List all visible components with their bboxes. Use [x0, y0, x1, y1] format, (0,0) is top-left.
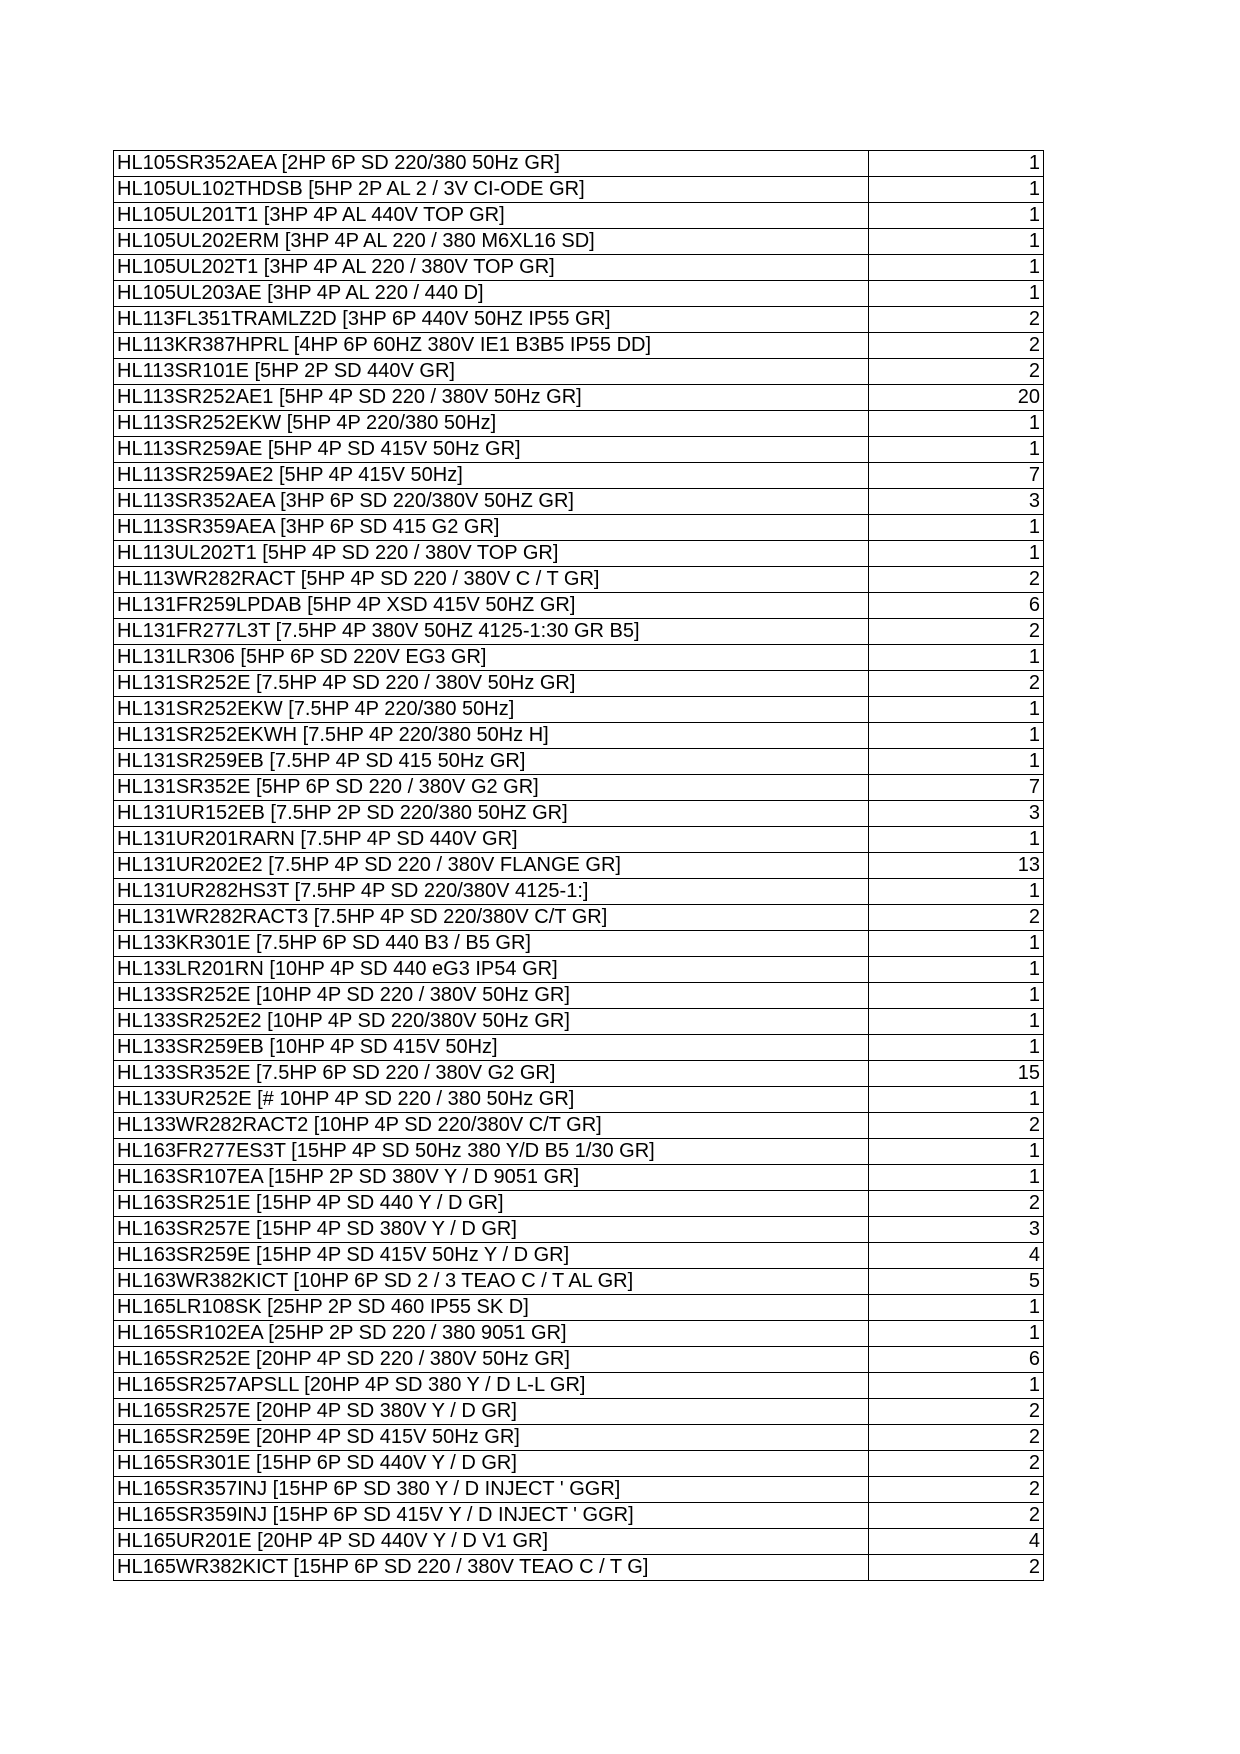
table-row [114, 619, 1044, 645]
item-description-cell: HL165SR301E [15HP 6P SD 440V Y / D GR] [114, 1451, 869, 1477]
quantity-cell: 4 [869, 1243, 1044, 1269]
item-description-cell: HL165SR257E [20HP 4P SD 380V Y / D GR] [114, 1399, 869, 1425]
item-description-cell: HL131SR252EKW [7.5HP 4P 220/380 50Hz] [114, 697, 869, 723]
item-description-cell: HL133UR252E [# 10HP 4P SD 220 / 380 50Hz GR] [114, 1087, 869, 1113]
quantity-cell: 6 [869, 593, 1044, 619]
quantity-cell: 1 [869, 229, 1044, 255]
table-row [114, 463, 1044, 489]
quantity-cell: 1 [869, 281, 1044, 307]
item-description-cell: HL165SR259E [20HP 4P SD 415V 50Hz GR] [114, 1425, 869, 1451]
item-description-cell: HL105UL203AE [3HP 4P AL 220 / 440 D] [114, 281, 869, 307]
item-description-cell: HL131LR306 [5HP 6P SD 220V EG3 GR] [114, 645, 869, 671]
table-row [114, 931, 1044, 957]
table-row [114, 1503, 1044, 1529]
table-row [114, 1373, 1044, 1399]
table-row [114, 203, 1044, 229]
quantity-cell: 1 [869, 515, 1044, 541]
item-description-cell: HL131WR282RACT3 [7.5HP 4P SD 220/380V C/T GR] [114, 905, 869, 931]
item-description-cell: HL105UL202T1 [3HP 4P AL 220 / 380V TOP GR] [114, 255, 869, 281]
table-row [114, 515, 1044, 541]
item-description-cell: HL133SR352E [7.5HP 6P SD 220 / 380V G2 GR] [114, 1061, 869, 1087]
table-row [114, 541, 1044, 567]
table-row [114, 1555, 1044, 1581]
item-description-cell: HL163SR257E [15HP 4P SD 380V Y / D GR] [114, 1217, 869, 1243]
table-row [114, 1425, 1044, 1451]
table-row [114, 879, 1044, 905]
item-description-cell: HL133SR259EB [10HP 4P SD 415V 50Hz] [114, 1035, 869, 1061]
item-description-cell: HL131UR152EB [7.5HP 2P SD 220/380 50HZ GR] [114, 801, 869, 827]
quantity-cell: 1 [869, 1165, 1044, 1191]
table-row [114, 1217, 1044, 1243]
table-row [114, 593, 1044, 619]
item-description-cell: HL113FL351TRAMLZ2D [3HP 6P 440V 50HZ IP55 GR] [114, 307, 869, 333]
quantity-cell: 1 [869, 1035, 1044, 1061]
quantity-cell: 2 [869, 1451, 1044, 1477]
quantity-cell: 1 [869, 1295, 1044, 1321]
item-description-cell: HL165SR357INJ [15HP 6P SD 380 Y / D INJECT ' GGR] [114, 1477, 869, 1503]
table-row [114, 1087, 1044, 1113]
table-row [114, 567, 1044, 593]
item-description-cell: HL133SR252E [10HP 4P SD 220 / 380V 50Hz GR] [114, 983, 869, 1009]
table-row [114, 1269, 1044, 1295]
quantity-cell: 1 [869, 931, 1044, 957]
quantity-cell: 1 [869, 1139, 1044, 1165]
item-description-cell: HL131FR259LPDAB [5HP 4P XSD 415V 50HZ GR] [114, 593, 869, 619]
table-row [114, 1243, 1044, 1269]
quantity-cell: 20 [869, 385, 1044, 411]
quantity-cell: 1 [869, 203, 1044, 229]
table-row [114, 177, 1044, 203]
item-description-cell: HL165LR108SK [25HP 2P SD 460 IP55 SK D] [114, 1295, 869, 1321]
table-row [114, 775, 1044, 801]
quantity-cell: 3 [869, 1217, 1044, 1243]
table-row [114, 1477, 1044, 1503]
table-row [114, 307, 1044, 333]
table-row [114, 1165, 1044, 1191]
quantity-cell: 1 [869, 1009, 1044, 1035]
table-row [114, 957, 1044, 983]
item-description-cell: HL113UL202T1 [5HP 4P SD 220 / 380V TOP GR] [114, 541, 869, 567]
quantity-cell: 13 [869, 853, 1044, 879]
quantity-cell: 1 [869, 411, 1044, 437]
item-description-cell: HL133KR301E [7.5HP 6P SD 440 B3 / B5 GR] [114, 931, 869, 957]
quantity-cell: 2 [869, 1191, 1044, 1217]
table-row [114, 801, 1044, 827]
item-description-cell: HL163SR251E [15HP 4P SD 440 Y / D GR] [114, 1191, 869, 1217]
quantity-cell: 2 [869, 359, 1044, 385]
item-description-cell: HL113SR259AE [5HP 4P SD 415V 50Hz GR] [114, 437, 869, 463]
table-row [114, 645, 1044, 671]
quantity-cell: 2 [869, 307, 1044, 333]
item-description-cell: HL131UR282HS3T [7.5HP 4P SD 220/380V 4125-1:] [114, 879, 869, 905]
item-description-cell: HL165SR102EA [25HP 2P SD 220 / 380 9051 GR] [114, 1321, 869, 1347]
item-description-cell: HL105UL201T1 [3HP 4P AL 440V TOP GR] [114, 203, 869, 229]
table-row [114, 281, 1044, 307]
item-description-cell: HL163SR259E [15HP 4P SD 415V 50Hz Y / D GR] [114, 1243, 869, 1269]
quantity-cell: 5 [869, 1269, 1044, 1295]
quantity-cell: 2 [869, 567, 1044, 593]
table-row [114, 1321, 1044, 1347]
quantity-cell: 1 [869, 983, 1044, 1009]
item-description-cell: HL165SR257APSLL [20HP 4P SD 380 Y / D L-L GR] [114, 1373, 869, 1399]
item-description-cell: HL131SR259EB [7.5HP 4P SD 415 50Hz GR] [114, 749, 869, 775]
item-description-cell: HL113WR282RACT [5HP 4P SD 220 / 380V C / T GR] [114, 567, 869, 593]
quantity-cell: 1 [869, 957, 1044, 983]
item-description-cell: HL113SR252EKW [5HP 4P 220/380 50Hz] [114, 411, 869, 437]
table-row [114, 411, 1044, 437]
item-description-cell: HL131UR201RARN [7.5HP 4P SD 440V GR] [114, 827, 869, 853]
table-row [114, 1191, 1044, 1217]
quantity-cell: 1 [869, 1373, 1044, 1399]
item-description-cell: HL133SR252E2 [10HP 4P SD 220/380V 50Hz GR] [114, 1009, 869, 1035]
table-row [114, 385, 1044, 411]
item-description-cell: HL163SR107EA [15HP 2P SD 380V Y / D 9051 GR] [114, 1165, 869, 1191]
table-row [114, 827, 1044, 853]
item-description-cell: HL113SR101E [5HP 2P SD 440V GR] [114, 359, 869, 385]
quantity-cell: 1 [869, 541, 1044, 567]
table-row [114, 1399, 1044, 1425]
quantity-cell: 2 [869, 619, 1044, 645]
quantity-cell: 3 [869, 801, 1044, 827]
table-row [114, 1529, 1044, 1555]
quantity-cell: 4 [869, 1529, 1044, 1555]
quantity-cell: 7 [869, 463, 1044, 489]
quantity-cell: 1 [869, 827, 1044, 853]
quantity-cell: 1 [869, 645, 1044, 671]
quantity-cell: 2 [869, 1113, 1044, 1139]
quantity-cell: 2 [869, 333, 1044, 359]
quantity-cell: 1 [869, 723, 1044, 749]
quantity-cell: 1 [869, 151, 1044, 177]
item-description-cell: HL105SR352AEA [2HP 6P SD 220/380 50Hz GR] [114, 151, 869, 177]
item-description-cell: HL113KR387HPRL [4HP 6P 60HZ 380V IE1 B3B5 IP55 DD] [114, 333, 869, 359]
inventory-table-body [114, 151, 1044, 1581]
quantity-cell: 1 [869, 177, 1044, 203]
item-description-cell: HL105UL202ERM [3HP 4P AL 220 / 380 M6XL16 SD] [114, 229, 869, 255]
table-row [114, 671, 1044, 697]
table-row [114, 853, 1044, 879]
quantity-cell: 2 [869, 1503, 1044, 1529]
item-description-cell: HL165SR252E [20HP 4P SD 220 / 380V 50Hz GR] [114, 1347, 869, 1373]
table-row [114, 151, 1044, 177]
quantity-cell: 2 [869, 905, 1044, 931]
item-description-cell: HL105UL102THDSB [5HP 2P AL 2 / 3V CI-ODE GR] [114, 177, 869, 203]
item-description-cell: HL131SR252EKWH [7.5HP 4P 220/380 50Hz H] [114, 723, 869, 749]
table-row [114, 749, 1044, 775]
item-description-cell: HL113SR359AEA [3HP 6P SD 415 G2 GR] [114, 515, 869, 541]
quantity-cell: 6 [869, 1347, 1044, 1373]
table-row [114, 983, 1044, 1009]
item-description-cell: HL131UR202E2 [7.5HP 4P SD 220 / 380V FLANGE GR] [114, 853, 869, 879]
quantity-cell: 7 [869, 775, 1044, 801]
item-description-cell: HL165SR359INJ [15HP 6P SD 415V Y / D INJECT ' GGR] [114, 1503, 869, 1529]
item-description-cell: HL113SR252AE1 [5HP 4P SD 220 / 380V 50Hz GR] [114, 385, 869, 411]
table-row [114, 1451, 1044, 1477]
quantity-cell: 1 [869, 697, 1044, 723]
item-description-cell: HL113SR259AE2 [5HP 4P 415V 50Hz] [114, 463, 869, 489]
quantity-cell: 1 [869, 1321, 1044, 1347]
table-row [114, 255, 1044, 281]
item-description-cell: HL133LR201RN [10HP 4P SD 440 eG3 IP54 GR] [114, 957, 869, 983]
quantity-cell: 2 [869, 1555, 1044, 1581]
table-row [114, 333, 1044, 359]
table-row [114, 1347, 1044, 1373]
item-description-cell: HL165UR201E [20HP 4P SD 440V Y / D V1 GR] [114, 1529, 869, 1555]
quantity-cell: 15 [869, 1061, 1044, 1087]
table-row [114, 1009, 1044, 1035]
item-description-cell: HL113SR352AEA [3HP 6P SD 220/380V 50HZ GR] [114, 489, 869, 515]
table-row [114, 437, 1044, 463]
item-description-cell: HL133WR282RACT2 [10HP 4P SD 220/380V C/T GR] [114, 1113, 869, 1139]
inventory-table [113, 150, 1044, 1581]
quantity-cell: 1 [869, 437, 1044, 463]
table-row [114, 1295, 1044, 1321]
table-row [114, 697, 1044, 723]
item-description-cell: HL163WR382KICT [10HP 6P SD 2 / 3 TEAO C / T AL GR] [114, 1269, 869, 1295]
quantity-cell: 1 [869, 1087, 1044, 1113]
table-row [114, 359, 1044, 385]
item-description-cell: HL131SR252E [7.5HP 4P SD 220 / 380V 50Hz GR] [114, 671, 869, 697]
table-row [114, 1035, 1044, 1061]
quantity-cell: 2 [869, 671, 1044, 697]
quantity-cell: 3 [869, 489, 1044, 515]
quantity-cell: 2 [869, 1399, 1044, 1425]
table-row [114, 1139, 1044, 1165]
quantity-cell: 1 [869, 879, 1044, 905]
item-description-cell: HL131SR352E [5HP 6P SD 220 / 380V G2 GR] [114, 775, 869, 801]
quantity-cell: 1 [869, 749, 1044, 775]
table-row [114, 1113, 1044, 1139]
table-row [114, 489, 1044, 515]
table-row [114, 229, 1044, 255]
item-description-cell: HL165WR382KICT [15HP 6P SD 220 / 380V TEAO C / T G] [114, 1555, 869, 1581]
quantity-cell: 1 [869, 255, 1044, 281]
table-row [114, 905, 1044, 931]
table-row [114, 723, 1044, 749]
quantity-cell: 2 [869, 1477, 1044, 1503]
item-description-cell: HL163FR277ES3T [15HP 4P SD 50Hz 380 Y/D B5 1/30 GR] [114, 1139, 869, 1165]
item-description-cell: HL131FR277L3T [7.5HP 4P 380V 50HZ 4125-1:30 GR B5] [114, 619, 869, 645]
quantity-cell: 2 [869, 1425, 1044, 1451]
table-row [114, 1061, 1044, 1087]
